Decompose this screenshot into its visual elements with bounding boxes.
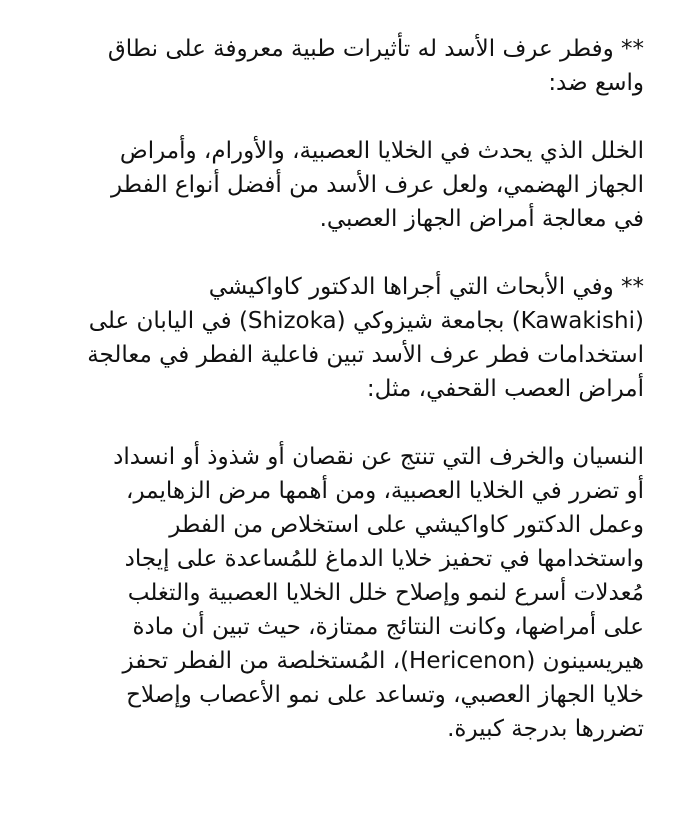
text-line: في معالجة أمراض الجهاز العصبي. xyxy=(319,206,644,232)
text-line: استخدامات فطر عرف الأسد تبين فاعلية الفطر في معالجة xyxy=(87,342,644,368)
text-line: أمراض العصب القحفي، مثل: xyxy=(366,376,644,402)
paragraph-research xyxy=(36,270,644,406)
text-line: وعمل الدكتور كاواكيشي على استخلاص من الفطر xyxy=(169,512,644,538)
paragraph-medical-effects xyxy=(36,32,644,100)
text-line: واسع ضد: xyxy=(548,70,644,96)
text-line: أو تضرر في الخلايا العصبية، ومن أهمها مرض الزهايمر، xyxy=(126,478,644,504)
text-line: الجهاز الهضمي، ولعل عرف الأسد من أفضل أنواع الفطر xyxy=(111,172,644,198)
text-line: النسيان والخرف التي تنتج عن نقصان أو شذوذ أو انسداد xyxy=(113,444,644,470)
text-line: ** وفطر عرف الأسد له تأثيرات طبية معروفة على نطاق xyxy=(107,36,644,62)
text-line: (Kawakishi) بجامعة شيزوكي (Shizoka) في اليابان على xyxy=(88,308,644,334)
text-line: على أمراضها، وكانت النتائج ممتازة، حيث تبين أن مادة xyxy=(132,614,644,640)
text-line: هيريسينون (Hericenon)، المُستخلصة من الفطر تحفز xyxy=(122,648,644,674)
text-line: مُعدلات أسرع لنمو وإصلاح خلل الخلايا العصبية والتغلب xyxy=(127,580,644,606)
paragraph-conditions xyxy=(36,134,644,236)
text-line: الخلل الذي يحدث في الخلايا العصبية، والأورام، وأمراض xyxy=(119,138,644,164)
text-line: خلايا الجهاز العصبي، وتساعد على نمو الأعصاب وإصلاح xyxy=(126,682,644,708)
text-line: ** وفي الأبحاث التي أجراها الدكتور كاواكيشي xyxy=(208,274,644,300)
text-line: واستخدامها في تحفيز خلايا الدماغ للمُساعدة على إيجاد xyxy=(124,546,644,572)
paragraph-alzheimers xyxy=(36,440,644,746)
text-line: تضررها بدرجة كبيرة. xyxy=(447,716,644,742)
